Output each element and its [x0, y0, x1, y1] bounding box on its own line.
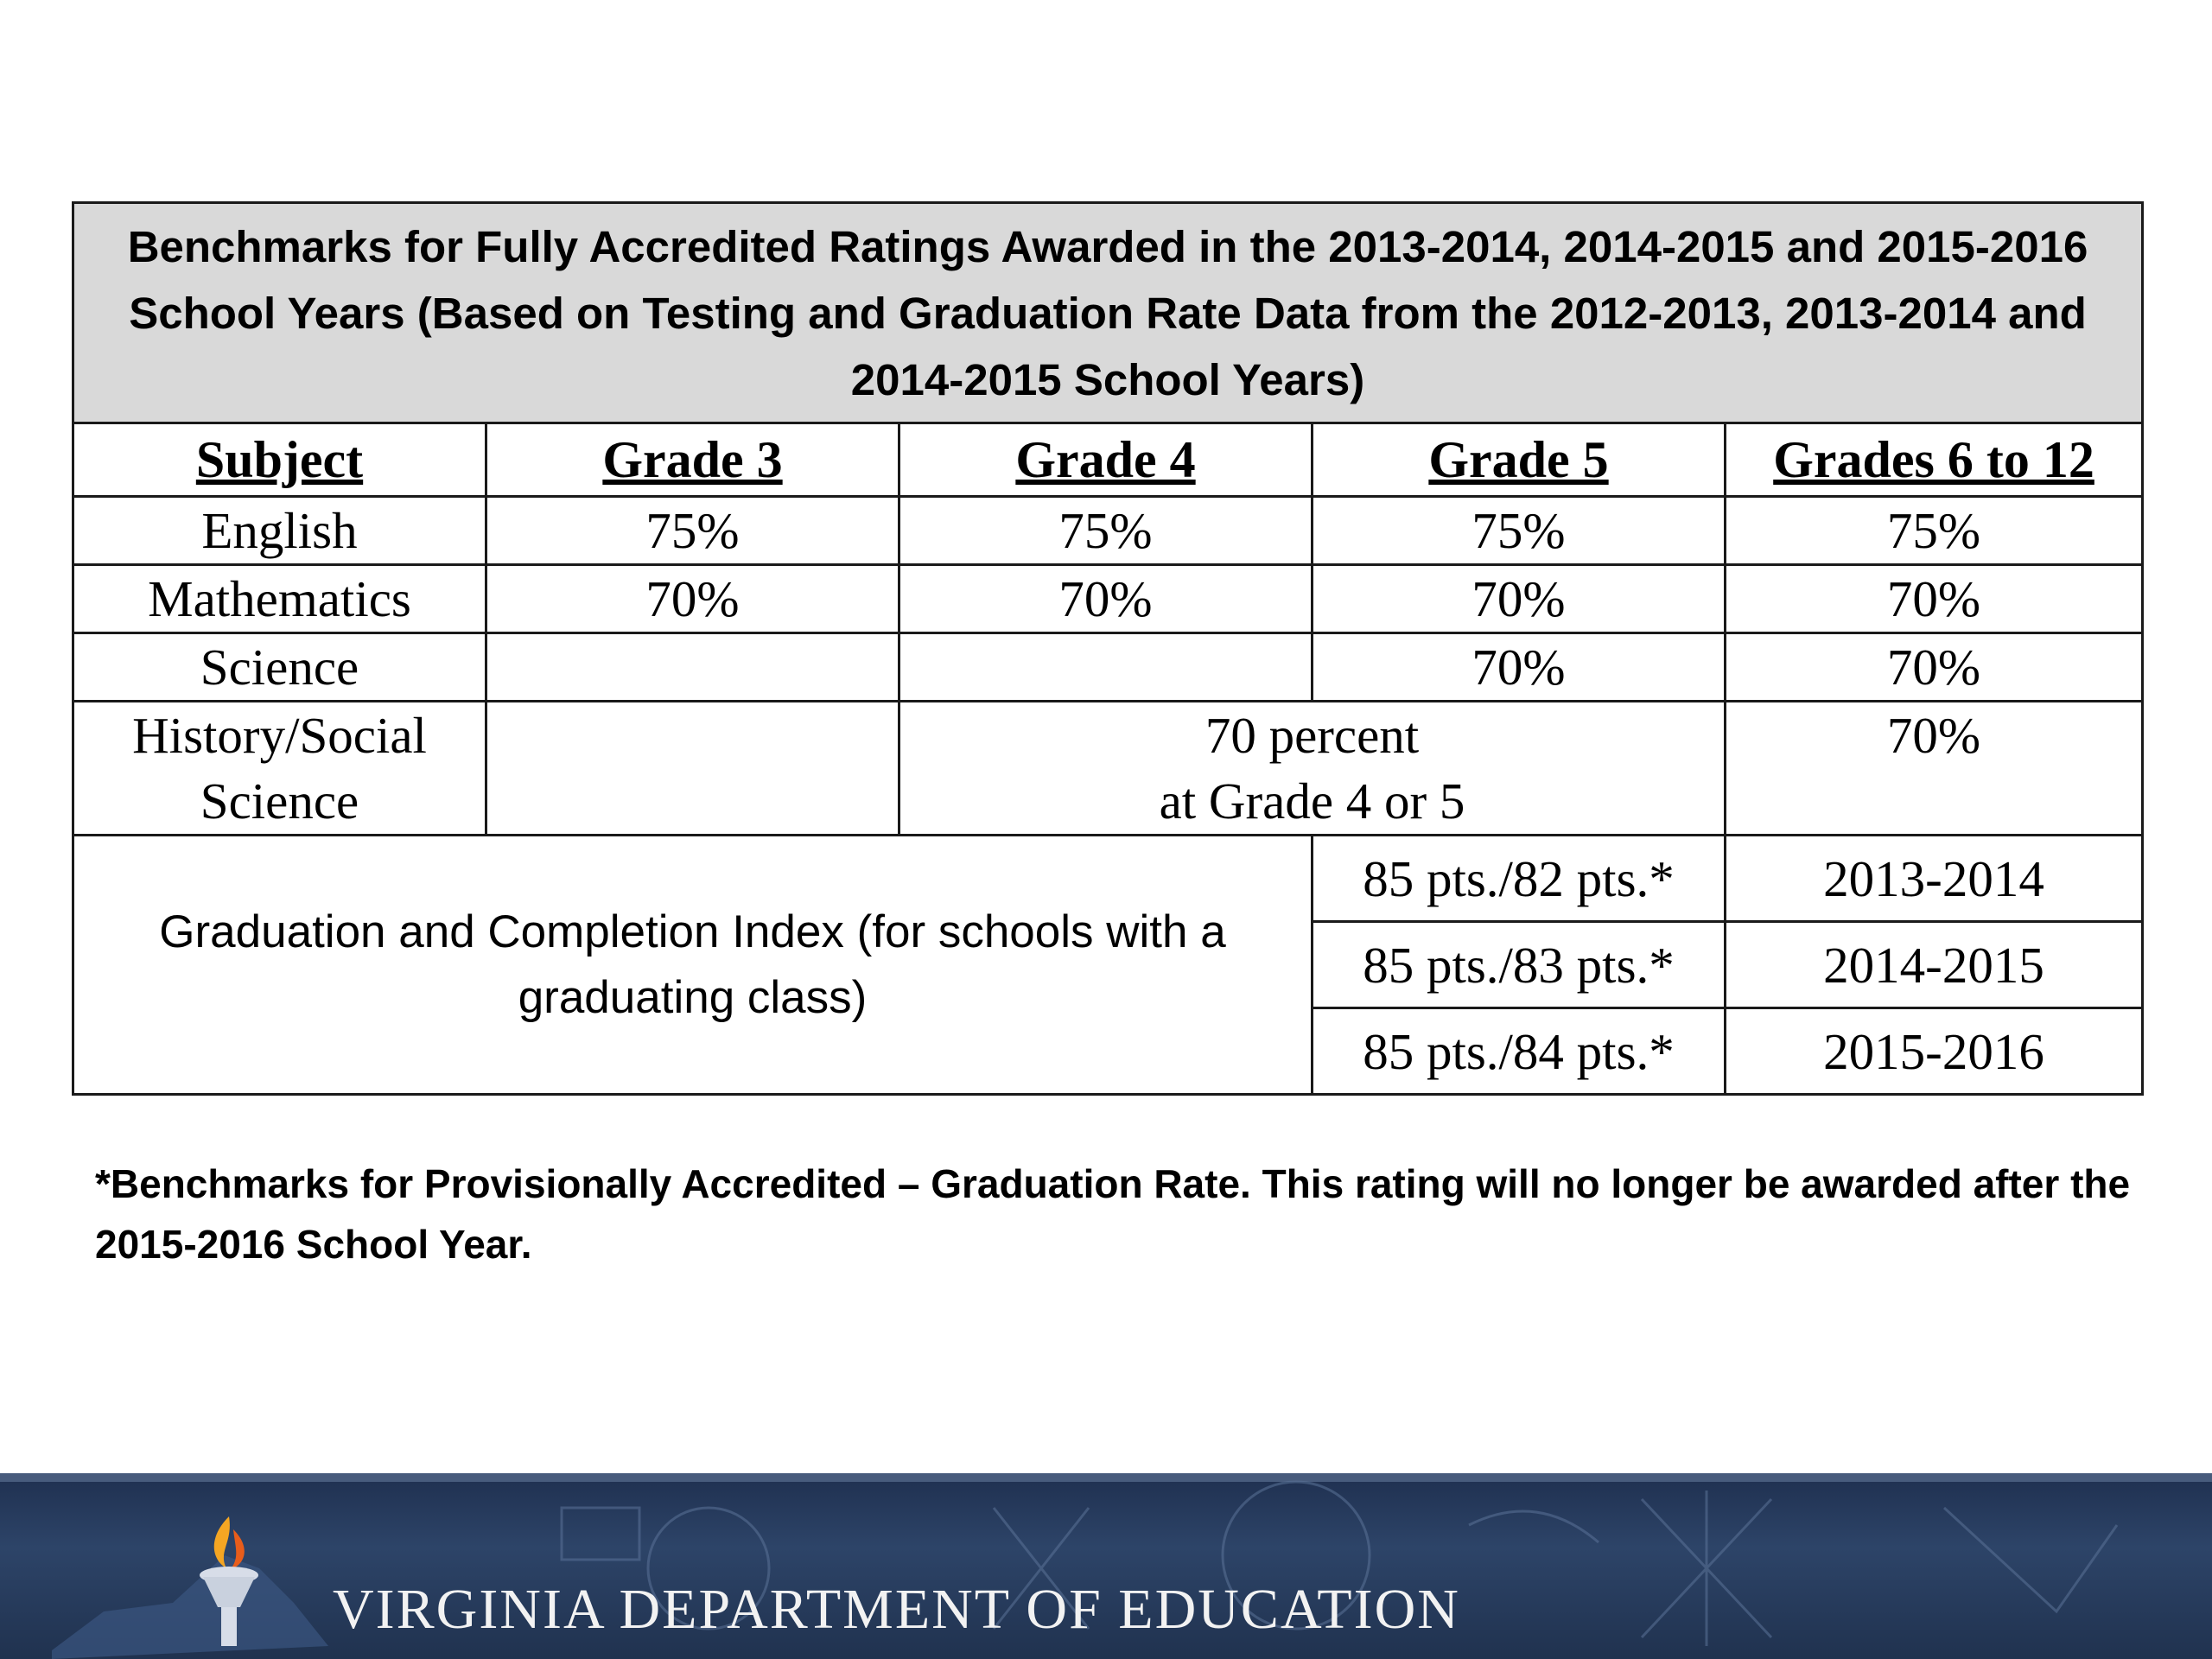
points-cell: 85 pts./84 pts.* [1313, 1008, 1726, 1095]
header-grades-6-12: Grades 6 to 12 [1726, 423, 2143, 497]
header-grade-4: Grade 4 [899, 423, 1313, 497]
year-cell: 2013-2014 [1726, 836, 2143, 922]
grade-4-or-5-cell [899, 702, 1726, 836]
header-grade-3: Grade 3 [486, 423, 899, 497]
grade-5-cell: 70% [1313, 633, 1726, 702]
grade-4-5-line-2: at Grade 4 or 5 [1159, 772, 1465, 830]
footnote: *Benchmarks for Provisionally Accredited – Graduation Rate. This rating will no longer be awarded after the 2015-2016 School Year. [95, 1161, 2131, 1267]
header-subject: Subject [73, 423, 486, 497]
organization-name: VIRGINIA DEPARTMENT OF EDUCATION [333, 1578, 1460, 1641]
graduation-row-1 [73, 836, 2143, 922]
grades-6-12-cell: 70% [1726, 565, 2143, 633]
grade-3-cell: 70% [486, 565, 899, 633]
grade-4-5-line-1: 70 percent [1205, 707, 1420, 764]
points-cell: 85 pts./82 pts.* [1313, 836, 1726, 922]
subject-cell: Mathematics [73, 565, 486, 633]
graduation-index-label: Graduation and Completion Index (for schools with a graduating class) [73, 836, 1313, 1095]
benchmarks-table [72, 201, 2144, 1096]
grades-6-12-cell: 75% [1726, 497, 2143, 565]
subject-line-1: History/Social [132, 707, 427, 764]
grades-6-12-cell: 70% [1726, 633, 2143, 702]
subject-cell [73, 702, 486, 836]
header-row [73, 423, 2143, 497]
grade-3-cell: 75% [486, 497, 899, 565]
grade-3-cell [486, 633, 899, 702]
table-row-science [73, 633, 2143, 702]
subject-cell: Science [73, 633, 486, 702]
table-title: Benchmarks for Fully Accredited Ratings Awarded in the 2013-2014, 2014-2015 and 2015-2016 School Years (Based on Testing and Graduation Rate Data from the 2012-2013, 2013-2014 and 2014-2015 School Years) [73, 203, 2143, 423]
year-cell: 2014-2015 [1726, 922, 2143, 1008]
grade-3-cell [486, 702, 899, 836]
grade-5-cell: 75% [1313, 497, 1726, 565]
grades-6-12-cell: 70% [1726, 702, 2143, 836]
subject-line-2: Science [200, 772, 359, 830]
points-cell: 85 pts./83 pts.* [1313, 922, 1726, 1008]
footer-banner [0, 1473, 2212, 1659]
table-row-mathematics [73, 565, 2143, 633]
grade-4-cell: 70% [899, 565, 1313, 633]
grade-4-cell: 75% [899, 497, 1313, 565]
header-grade-5: Grade 5 [1313, 423, 1726, 497]
subject-cell: English [73, 497, 486, 565]
table-row-english [73, 497, 2143, 565]
grade-4-cell [899, 633, 1313, 702]
grade-5-cell: 70% [1313, 565, 1726, 633]
torch-icon [173, 1508, 285, 1650]
year-cell: 2015-2016 [1726, 1008, 2143, 1095]
table-row-history [73, 702, 2143, 836]
